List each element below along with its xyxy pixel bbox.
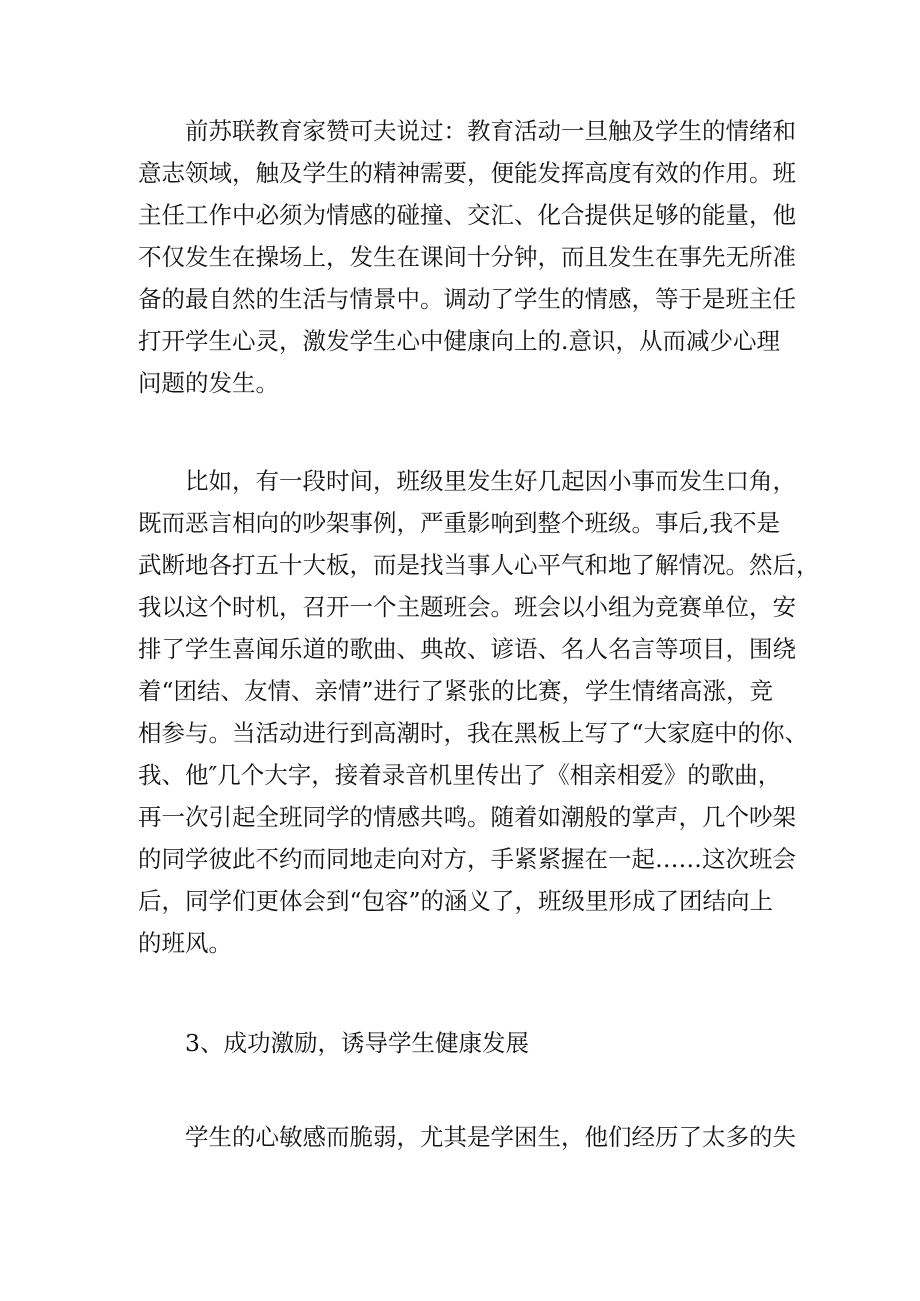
text-line: 打开学生心灵，激发学生心中健康向上的.意识，从而减少心理 bbox=[138, 327, 780, 355]
section-heading-text: 3、成功激励，诱导学生健康发展 bbox=[185, 1029, 529, 1057]
text-line: 意志领域，触及学生的精神需要，便能发挥高度有效的作用。班 bbox=[138, 159, 796, 187]
text-line: 我以这个时机，召开一个主题班会。班会以小组为竞赛单位，安 bbox=[138, 593, 796, 621]
text-line: 主任工作中必须为情感的碰撞、交汇、化合提供足够的能量，他 bbox=[138, 201, 796, 229]
text-line: 排了学生喜闻乐道的歌曲、典故、谚语、名人名言等项目，围绕 bbox=[138, 635, 796, 663]
paragraph-struggling-students bbox=[138, 1116, 798, 1158]
text-line: 问题的发生。 bbox=[138, 369, 279, 397]
paragraph-zankov-quote bbox=[138, 110, 798, 404]
text-line: 前苏联教育家赞可夫说过：教育活动一旦触及学生的情绪和 bbox=[185, 117, 796, 145]
text-line: 相参与。当活动进行到高潮时，我在黑板上写了“大家庭中的你、 bbox=[138, 719, 809, 747]
text-line: 的班风。 bbox=[138, 929, 232, 957]
paragraph-class-meeting-example bbox=[138, 460, 820, 964]
text-line: 再一次引起全班同学的情感共鸣。随着如潮般的掌声，几个吵架 bbox=[138, 803, 796, 831]
text-line: 武断地各打五十大板，而是找当事人心平气和地了解情况。然后， bbox=[138, 551, 820, 579]
text-line: 比如，有一段时间，班级里发生好几起因小事而发生口角， bbox=[185, 467, 796, 495]
text-line: 后，同学们更体会到“包容”的涵义了，班级里形成了团结向上 bbox=[138, 887, 774, 915]
text-line: 着“团结、友情、亲情”进行了紧张的比赛，学生情绪高涨，竞 bbox=[138, 677, 774, 705]
text-line: 的同学彼此不约而同地走向对方，手紧紧握在一起……这次班会 bbox=[138, 845, 796, 873]
text-line: 学生的心敏感而脆弱，尤其是学困生，他们经历了太多的失 bbox=[185, 1123, 796, 1151]
text-line: 我、他″几个大字，接着录音机里传出了《相亲相爱》的歌曲， bbox=[138, 761, 782, 789]
text-line: 不仅发生在操场上，发生在课间十分钟，而且发生在事先无所准 bbox=[138, 243, 796, 271]
text-line: 备的最自然的生活与情景中。调动了学生的情感，等于是班主任 bbox=[138, 285, 796, 313]
text-line: 既而恶言相向的吵架事例，严重影响到整个班级。事后,我不是 bbox=[138, 509, 780, 537]
section-heading bbox=[138, 1022, 798, 1064]
